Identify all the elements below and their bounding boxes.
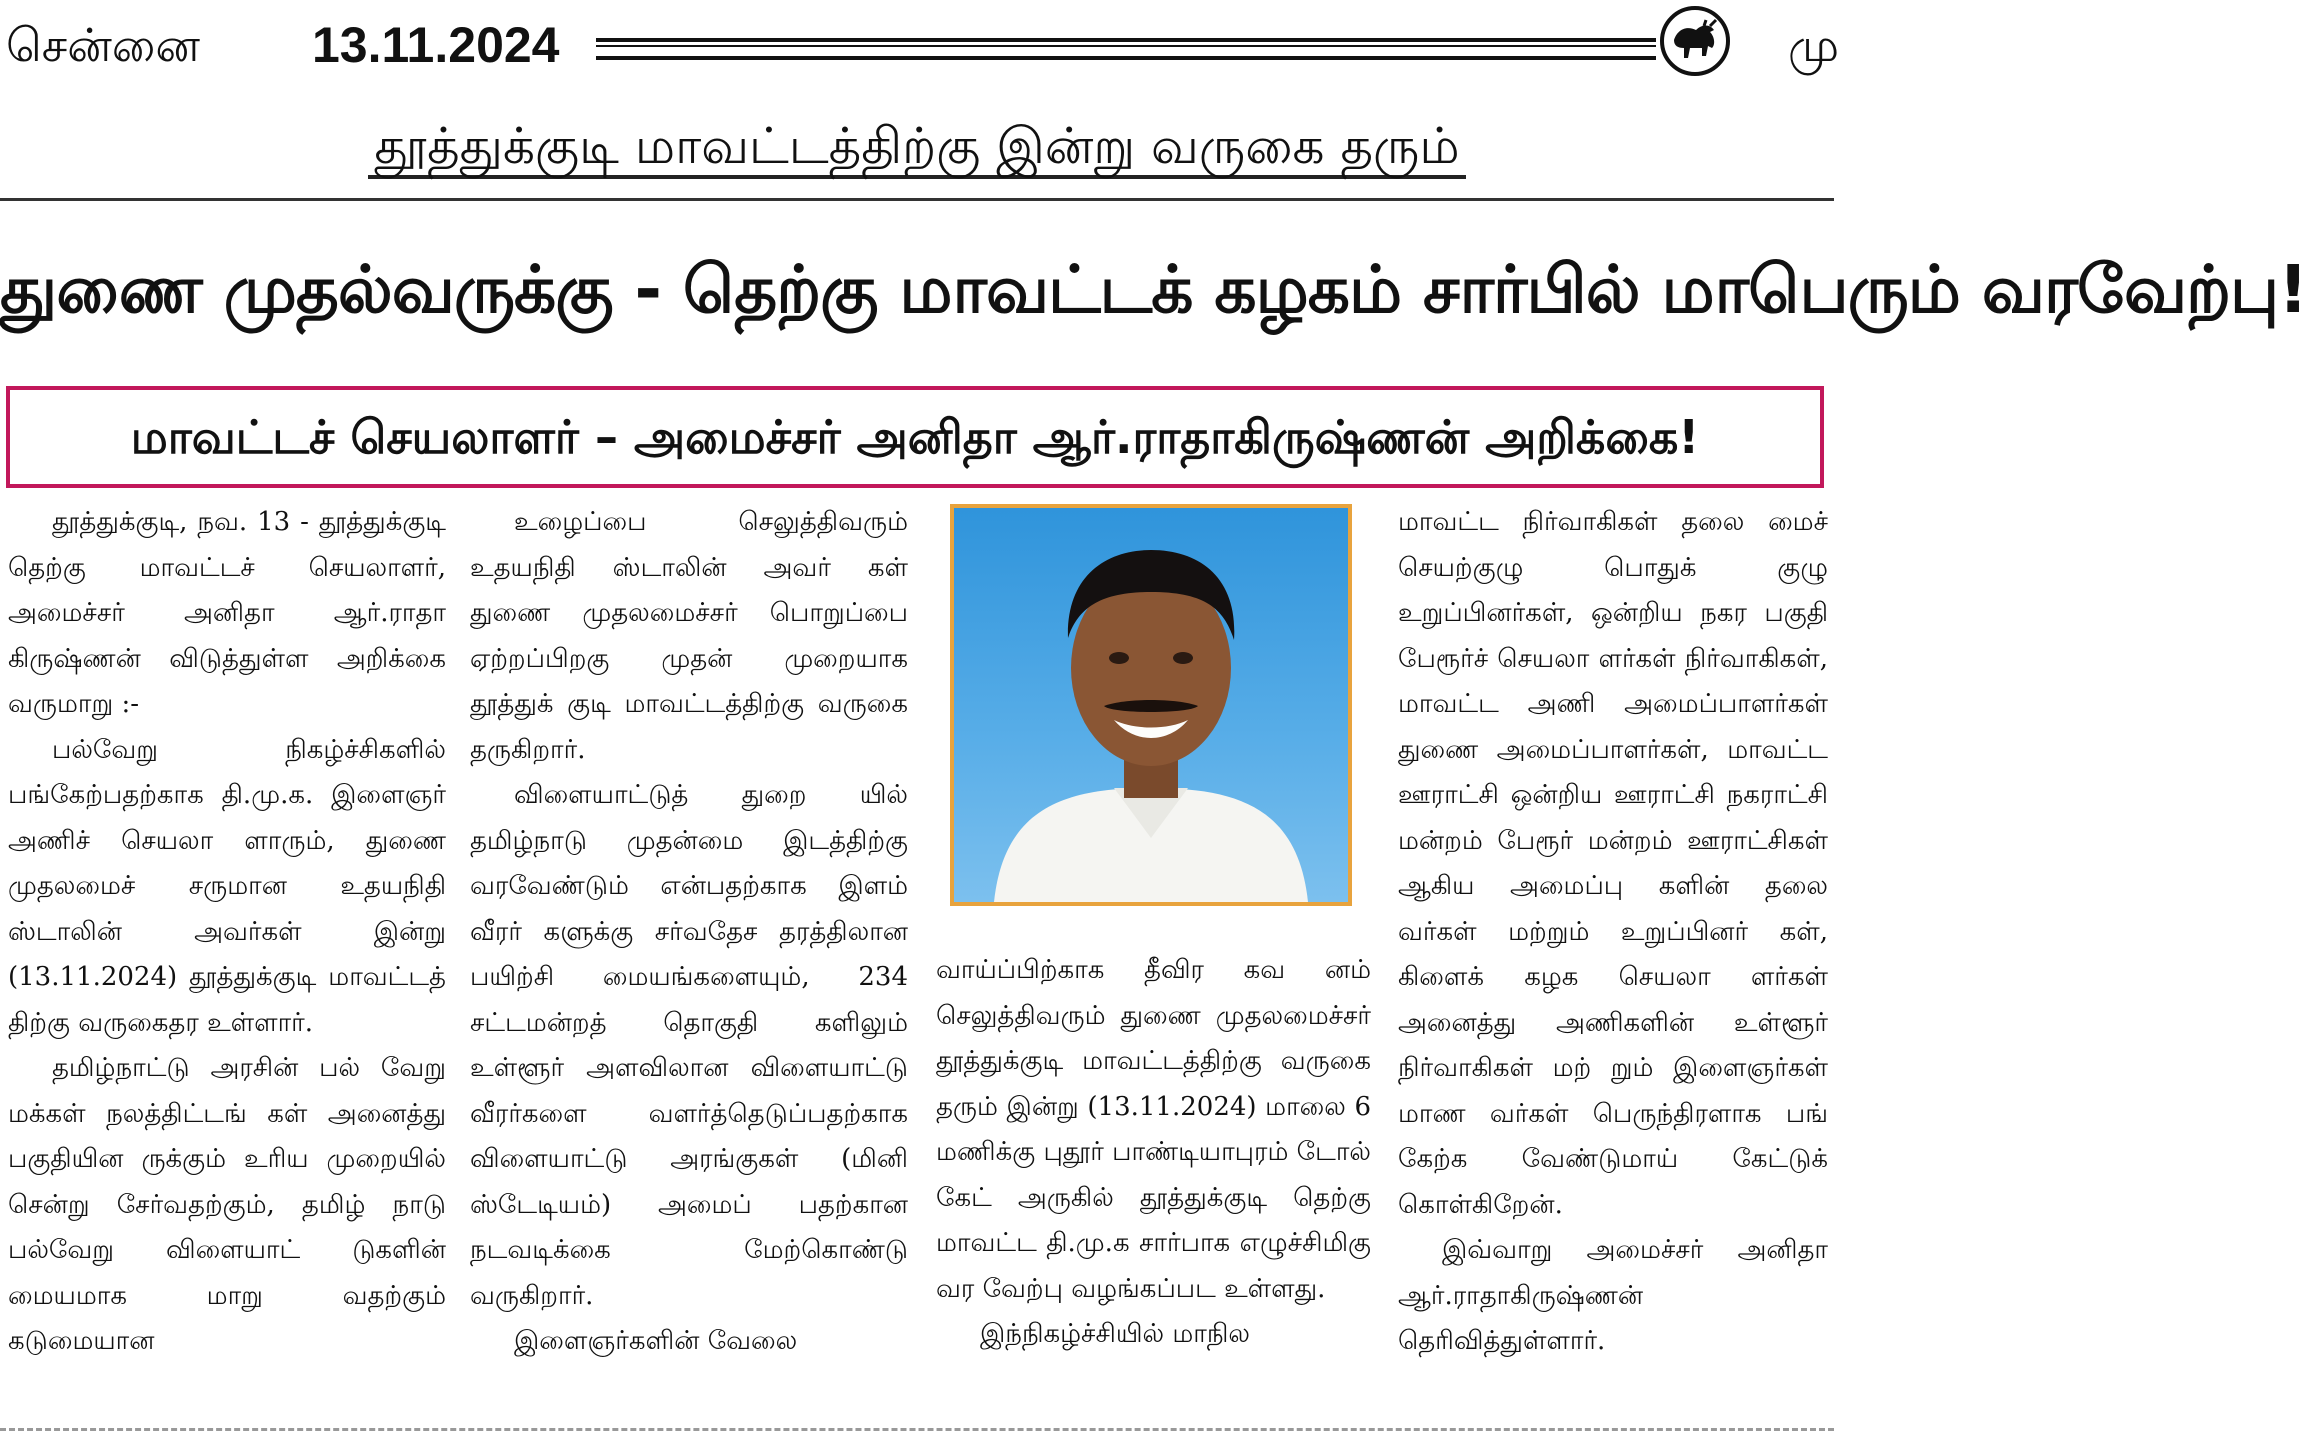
paragraph: இவ்வாறு அமைச்சர் அனிதா ஆர்.ராதாகிருஷ்ணன் தெரிவித்துள்ளார். xyxy=(1398,1235,1828,1356)
portrait-illustration xyxy=(954,508,1348,902)
portrait-photo xyxy=(950,504,1352,906)
masthead-rule xyxy=(596,38,1656,60)
masthead xyxy=(0,0,1840,95)
headline: துணை முதல்வருக்கு - தெற்கு மாவட்டக் கழகம் சார்பில் மாபெரும் வரவேற்பு! xyxy=(0,251,2307,328)
article-column-1 xyxy=(8,500,446,1365)
paragraph: மாவட்ட நிர்வாகிகள் தலை மைச் செயற்குழு பொதுக் குழு உறுப்பினர்கள், ஒன்றிய நகர பகுதி பேரூர்ச் செயலா ளர்கள் நிர்வாகிகள், மாவட்ட அணி அமைப்பாளர்கள் துணை அமைப்பாளர்கள், மாவட்ட ஊராட்சி ஒன்றிய ஊராட்சி நகராட்சி மன்றம் பேரூர் மன்றம் ஊராட்சிகள் ஆகிய அமைப்பு களின் தலை வர்கள் மற்றும் உறுப்பினர் கள், கிளைக் கழக செயலா ளர்கள் அனைத்து அணிகளின் உள்ளூர் நிர்வாகிகள் மற் றும் இளைஞர்கள் மாண வர்கள் பெருந்திரளாக பங் கேற்க வேண்டுமாய் கேட்டுக் கொள்கிறேன். xyxy=(1398,507,1828,1220)
paragraph: இளைஞர்களின் வேலை xyxy=(514,1326,798,1356)
bull-emblem-icon xyxy=(1660,6,1730,76)
paragraph: தமிழ்நாட்டு அரசின் பல் வேறு மக்கள் நலத்திட்டங் கள் அனைத்து பகுதியின ருக்கும் உரிய முறையில் சென்று சேர்வதற்கும், தமிழ் நாடு பல்வேறு விளையாட் டுகளின் மையமாக மாறு வதற்கும் கடுமையான xyxy=(8,1053,446,1356)
paragraph: உழைப்பை செலுத்திவரும் உதயநிதி ஸ்டாலின் அவர் கள் துணை முதலமைச்சர் பொறுப்பை ஏற்றப்பிறகு முதன் முறையாக தூத்துக் குடி மாவட்டத்திற்கு வருகை தருகிறார். xyxy=(470,507,908,765)
paragraph: விளையாட்டுத் துறை யில் தமிழ்நாடு முதன்மை இடத்திற்கு வரவேண்டும் என்பதற்காக இளம் வீரர் களுக்கு சர்வதேச தரத்திலான பயிற்சி மையங்களையும், 234 சட்டமன்றத் தொகுதி களிலும் உள்ளூர் அளவிலான விளையாட்டு வீரர்களை வளர்த்தெடுப்பதற்காக விளையாட்டு அரங்குகள் (மினி ஸ்டேடியம்) அமைப் பதற்கான நடவடிக்கை மேற்கொண்டு வருகிறார். xyxy=(470,780,908,1311)
paragraph: இந்நிகழ்ச்சியில் மாநில xyxy=(980,1319,1250,1349)
paragraph: வாய்ப்பிற்காக தீவிர கவ னம் செலுத்திவரும் துணை முதலமைச்சர் தூத்துக்குடி மாவட்டத்திற்கு வருகை தரும் இன்று (13.11.2024) மாலை 6 மணிக்கு புதூர் பாண்டியாபுரம் டோல் கேட் அருகில் தூத்துக்குடி தெற்கு மாவட்ட தி.மு.க சார்பாக எழுச்சிமிகு வர வேற்பு வழங்கப்பட உள்ளது. xyxy=(936,955,1371,1304)
subheadline: மாவட்டச் செயலாளர் – அமைச்சர் அனிதா ஆர்.ராதாகிருஷ்ணன் அறிக்கை! xyxy=(130,410,1700,464)
paragraph: பல்வேறு நிகழ்ச்சிகளில் பங்கேற்பதற்காக தி.மு.க. இளைஞர் அணிச் செயலா ளாரும், துணை முதலமைச் சருமான உதயநிதி ஸ்டாலின் அவர்கள் இன்று (13.11.2024) தூத்துக்குடி மாவட்டத் திற்கு வருகைதர உள்ளார். xyxy=(8,734,446,1038)
paragraph: தூத்துக்குடி, நவ. 13 - தூத்துக்குடி தெற்கு மாவட்டச் செயலாளர், அமைச்சர் அனிதா ஆர்.ராதா கிருஷ்ணன் விடுத்துள்ள அறிக்கை வருமாறு :- xyxy=(8,507,446,719)
masthead-date: 13.11.2024 xyxy=(312,17,560,73)
subheadline-box xyxy=(6,386,1824,488)
kicker xyxy=(0,110,1834,182)
footer-rule xyxy=(0,1428,1834,1431)
masthead-city: சென்னை xyxy=(6,18,201,72)
article-column-2 xyxy=(470,500,908,1365)
masthead-right-fragment: மு xyxy=(1788,18,1840,72)
kicker-text: தூத்துக்குடி மாவட்டத்திற்கு இன்று வருகை தரும் xyxy=(368,117,1465,179)
article-column-3 xyxy=(936,948,1371,1358)
article-column-4 xyxy=(1398,500,1828,1365)
kicker-rule xyxy=(0,198,1834,201)
